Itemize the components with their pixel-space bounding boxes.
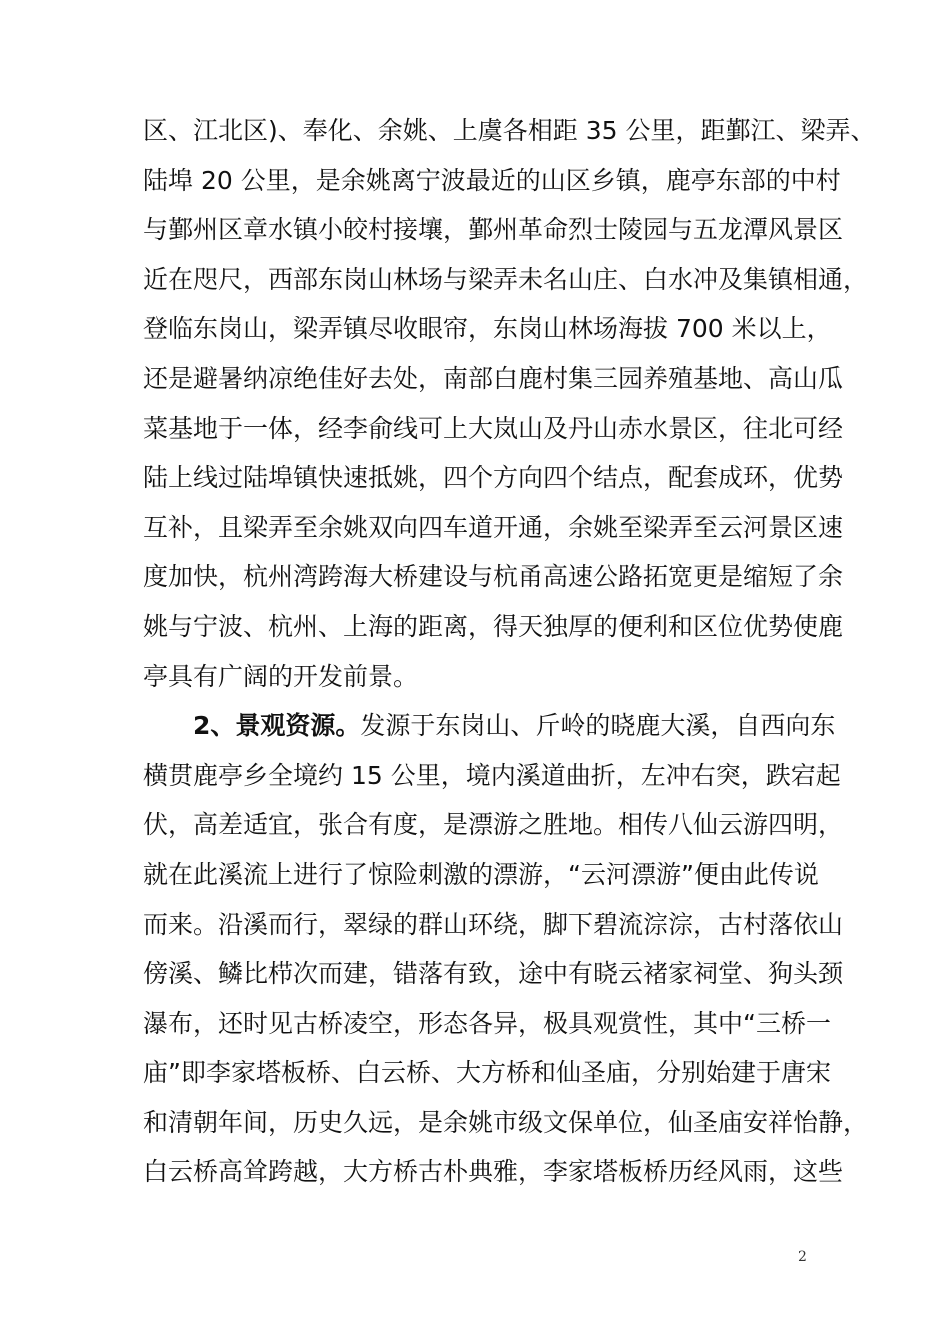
text-line: 白云桥高耸跨越，大方桥古朴典雅，李家塔板桥历经风雨，这些 (143, 1157, 844, 1187)
page-number: 2 (798, 1249, 807, 1265)
text-line: 互补，且梁弄至余姚双向四车道开通，余姚至梁弄至云河景区速 (143, 512, 844, 542)
text-line: 横贯鹿亭乡全境约 15 公里，境内溪道曲折，左冲右突，跌宕起 (143, 760, 841, 790)
document-body (143, 106, 876, 1197)
section-first-line (143, 701, 836, 751)
text-line: 瀑布，还时见古桥凌空，形态各异，极具观赏性，其中“三桥一 (143, 1008, 831, 1038)
text-line: 登临东岗山，梁弄镇尽收眼帘，东岗山林场海拔 700 米以上， (143, 314, 832, 344)
text-line: 傍溪、鳞比栉次而建，错落有致，途中有晓云褚家祠堂、狗头颈 (143, 959, 844, 989)
text-line: 就在此溪流上进行了惊险刺激的漂游，“云河漂游”便由此传说 (143, 859, 819, 889)
text-line: 和清朝年间，历史久远，是余姚市级文保单位，仙圣庙安祥怡静， (143, 1107, 869, 1137)
section-heading: 2、景观资源。 (193, 711, 361, 741)
text-line: 陆埠 20 公里，是余姚离宁波最近的山区乡镇，鹿亭东部的中村 (143, 165, 841, 195)
text-line: 与鄞州区章水镇小皎村接壤，鄞州革命烈士陵园与五龙潭风景区 (143, 215, 844, 245)
text-line: 伏，高差适宜，张合有度，是漂游之胜地。相传八仙云游四明， (143, 810, 844, 840)
text-line: 还是避暑纳凉绝佳好去处，南部白鹿村集三园养殖基地、高山瓜 (143, 363, 844, 393)
text-line: 菜基地于一体，经李俞线可上大岚山及丹山赤水景区，往北可经 (143, 413, 844, 443)
text-line: 而来。沿溪而行，翠绿的群山环绕，脚下碧流淙淙，古村落依山 (143, 909, 844, 939)
text-line: 度加快，杭州湾跨海大桥建设与杭甬高速公路拓宽更是缩短了余 (143, 562, 844, 592)
text-line: 亭具有广阔的开发前景。 (143, 661, 419, 691)
text-line: 近在咫尺，西部东岗山林场与梁弄未名山庄、白水冲及集镇相通， (143, 264, 869, 294)
text-line: 庙”即李家塔板桥、白云桥、大方桥和仙圣庙，分别始建于唐宋 (143, 1058, 831, 1088)
text-line: 区、江北区)、奉化、余姚、上虞各相距 35 公里，距鄞江、梁弄、 (143, 116, 876, 145)
section-first-line-text: 发源于东岗山、斤岭的晓鹿大溪，自西向东 (360, 711, 836, 741)
text-line: 陆上线过陆埠镇快速抵姚，四个方向四个结点，配套成环，优势 (143, 463, 844, 493)
text-line: 姚与宁波、杭州、上海的距离，得天独厚的便利和区位优势使鹿 (143, 611, 844, 641)
